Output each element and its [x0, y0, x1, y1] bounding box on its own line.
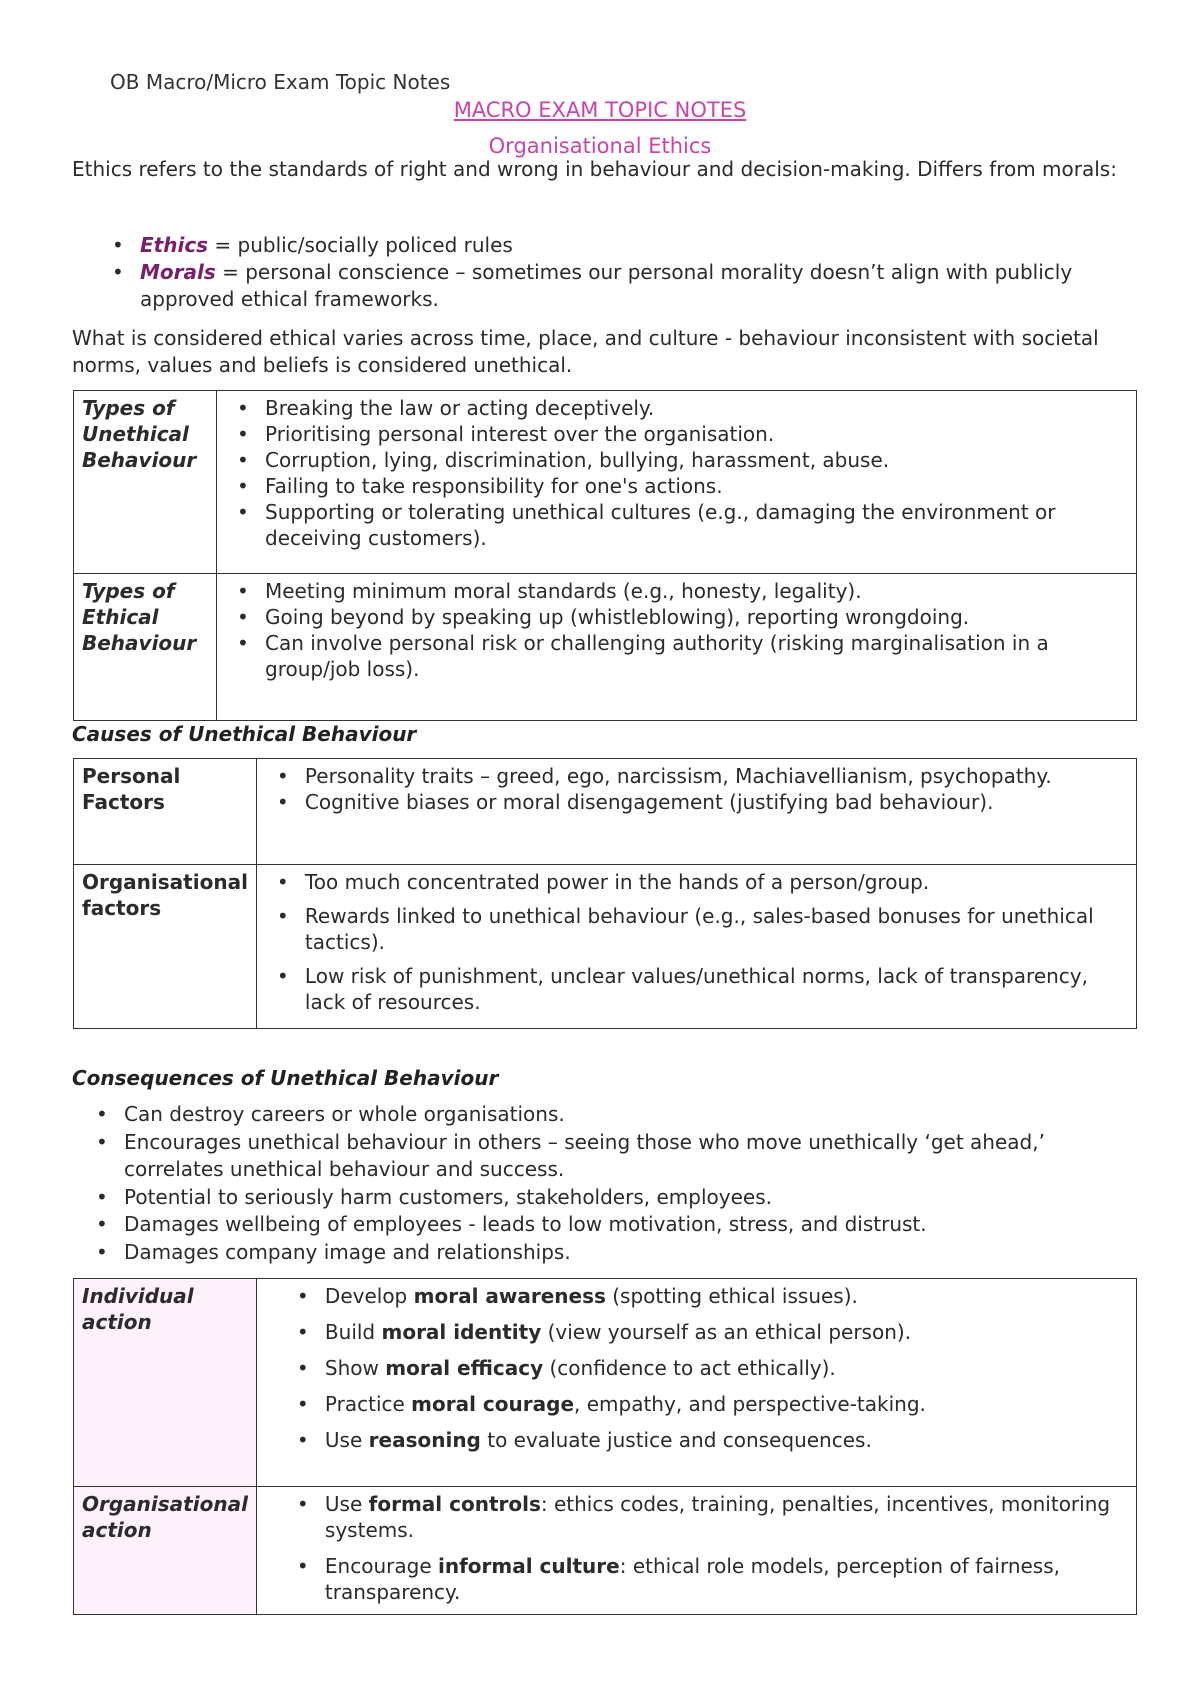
table-row — [74, 1279, 1137, 1487]
key-term: moral identity — [381, 1320, 542, 1344]
document-header-note: OB Macro/Micro Exam Topic Notes — [110, 70, 451, 94]
list-item: • Encourage informal culture: ethical role models, perception of fairness, transparency. — [285, 1553, 1128, 1605]
table-row-label: Types of Ethical Behaviour — [74, 574, 217, 721]
behaviour-types-table — [73, 390, 1137, 721]
table-cell — [256, 759, 1136, 865]
table-cell — [256, 1487, 1136, 1615]
consequences-heading: Consequences of Unethical Behaviour — [72, 1066, 499, 1090]
key-term: reasoning — [368, 1428, 481, 1452]
ethics-description: = public/socially policed rules — [208, 233, 513, 257]
list-item: • Supporting or tolerating unethical cultures (e.g., damaging the environment or deceiving customers). — [225, 499, 1128, 551]
list-item: • Use formal controls: ethics codes, training, penalties, incentives, monitoring systems. — [285, 1491, 1128, 1543]
table-row-label: Individual action — [74, 1279, 257, 1487]
list-item: • Damages wellbeing of employees - leads to low motivation, stress, and distrust. — [88, 1211, 1128, 1239]
ethics-term: Ethics — [140, 233, 209, 257]
list-item — [104, 232, 1124, 259]
ethics-definition: Ethics refers to the standards of right and wrong in behaviour and decision-making. Differs from morals: — [72, 157, 1117, 181]
table-row — [74, 574, 1137, 721]
list-item: • Use reasoning to evaluate justice and consequences. — [285, 1427, 1128, 1453]
list-item — [104, 259, 1124, 313]
key-term: formal controls — [368, 1492, 541, 1516]
key-term: moral efficacy — [385, 1356, 544, 1380]
list-item: • Breaking the law or acting deceptively. — [225, 395, 1128, 421]
table-cell — [217, 574, 1137, 721]
list-item: • Too much concentrated power in the hands of a person/group. — [265, 869, 1128, 895]
key-term: moral awareness — [413, 1284, 606, 1308]
main-title: MACRO EXAM TOPIC NOTES — [453, 98, 747, 122]
list-item: • Potential to seriously harm customers, stakeholders, employees. — [88, 1184, 1128, 1212]
list-item: • Meeting minimum moral standards (e.g., honesty, legality). — [225, 578, 1128, 604]
list-item: • Prioritising personal interest over the organisation. — [225, 421, 1128, 447]
list-item: • Personality traits – greed, ego, narcissism, Machiavellianism, psychopathy. — [265, 763, 1128, 789]
subtitle: Organisational Ethics — [488, 134, 712, 158]
list-item: • Encourages unethical behaviour in others – seeing those who move unethically ‘get ahead,’ correlates unethical behaviour and success. — [88, 1129, 1128, 1184]
table-row — [74, 1487, 1137, 1615]
morals-description: = personal conscience – sometimes our personal morality doesn’t align with publicly approved ethical frameworks. — [140, 260, 1073, 311]
table-row-label: Organisational action — [74, 1487, 257, 1615]
ethics-morals-list — [104, 232, 1124, 313]
list-item: • Can involve personal risk or challenging authority (risking marginalisation in a group/job loss). — [225, 630, 1128, 682]
list-item: • Cognitive biases or moral disengagement (justifying bad behaviour). — [265, 789, 1128, 815]
table-cell — [256, 1279, 1136, 1487]
list-item: • Failing to take responsibility for one's actions. — [225, 473, 1128, 499]
list-item: • Develop moral awareness (spotting ethical issues). — [285, 1283, 1128, 1309]
list-item: • Rewards linked to unethical behaviour (e.g., sales-based bonuses for unethical tactics). — [265, 903, 1128, 955]
consequences-list — [88, 1101, 1128, 1266]
list-item: • Going beyond by speaking up (whistleblowing), reporting wrongdoing. — [225, 604, 1128, 630]
list-item: • Can destroy careers or whole organisations. — [88, 1101, 1128, 1129]
list-item: • Damages company image and relationships. — [88, 1239, 1128, 1267]
ethics-variation-text: What is considered ethical varies across time, place, and culture - behaviour inconsistent with societal norms, values and beliefs is considered unethical. — [72, 326, 1099, 377]
key-term: informal culture — [437, 1554, 620, 1578]
morals-term: Morals — [140, 260, 216, 284]
table-row-label: Personal Factors — [74, 759, 257, 865]
list-item: • Show moral efficacy (confidence to act ethically). — [285, 1355, 1128, 1381]
table-row-label: Types of Unethical Behaviour — [74, 391, 217, 574]
list-item: • Low risk of punishment, unclear values/unethical norms, lack of transparency, lack of resources. — [265, 963, 1128, 1015]
list-item: • Practice moral courage, empathy, and perspective-taking. — [285, 1391, 1128, 1417]
causes-heading: Causes of Unethical Behaviour — [72, 722, 417, 746]
table-cell — [217, 391, 1137, 574]
list-item: • Corruption, lying, discrimination, bullying, harassment, abuse. — [225, 447, 1128, 473]
causes-table — [73, 758, 1137, 1029]
table-row — [74, 391, 1137, 574]
table-row-label: Organisational factors — [74, 865, 257, 1029]
list-item: • Build moral identity (view yourself as an ethical person). — [285, 1319, 1128, 1345]
table-row — [74, 865, 1137, 1029]
actions-table — [73, 1278, 1137, 1615]
table-cell — [256, 865, 1136, 1029]
table-row — [74, 759, 1137, 865]
key-term: moral courage — [411, 1392, 575, 1416]
